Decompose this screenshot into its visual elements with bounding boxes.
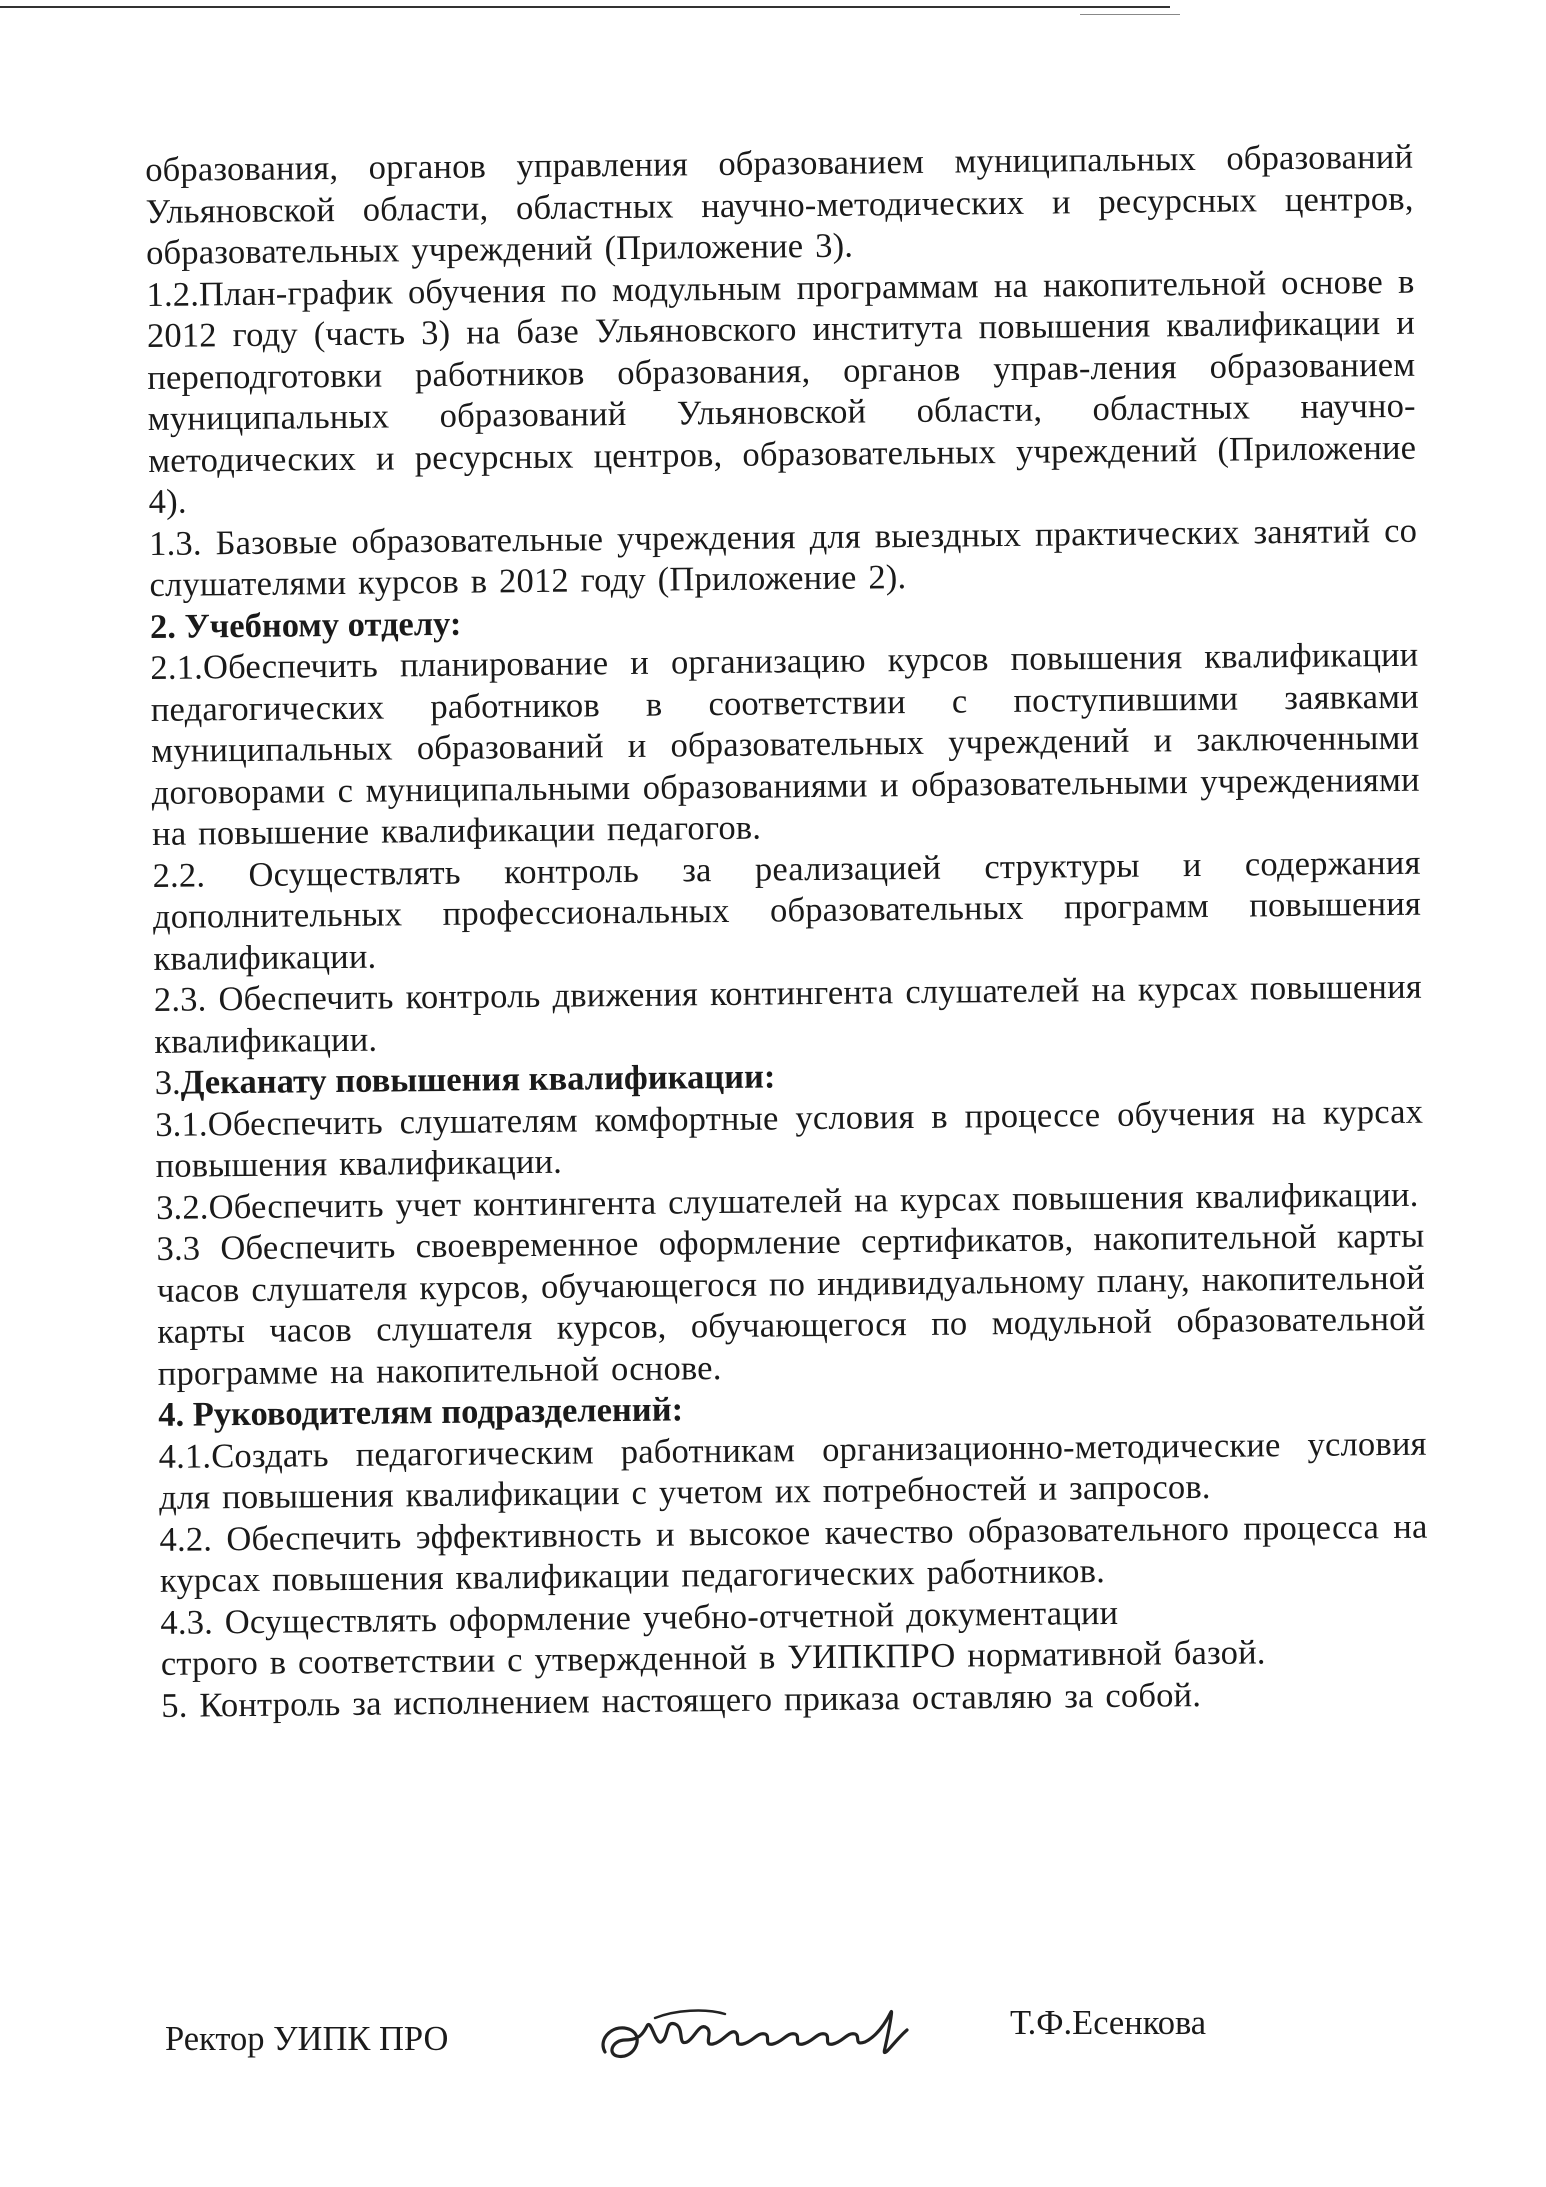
paragraph-4-1: 4.1.Создать педагогическим работникам организационно-методические условия для повышения квалификации с учетом их потребностей и запросов. [158,1424,1427,1517]
paragraph-2-2: 2.2. Осуществлять контроль за реализацией структуры и содержания дополнительных профессиональных образовательных программ повышения квалификации. [152,843,1422,978]
paragraph-4-2: 4.2. Обеспечить эффективность и высокое качество образовательного процесса на курсах повышения квалификации педагогических работников. [159,1507,1428,1600]
paragraph-3-1: 3.1.Обеспечить слушателям комфортные условия в процессе обучения на курсах повышения квалификации. [155,1092,1424,1185]
heading-section-3-number: 3. [154,1063,181,1102]
paragraph-4-3-line2: строго в соответствии с утвержденной в УИПКПРО нормативной базой. [160,1633,1266,1683]
document-body [145,137,1429,1727]
paragraph-1-3: 1.3. Базовые образовательные учреждения для выездных практических занятий со слушателями курсов в 2012 году (Приложение 2). [148,511,1418,604]
paragraph-4-3-line1: 4.3. Осуществлять оформление учебно-отчетной документации [160,1593,1119,1642]
signature-block [165,2000,1295,2100]
top-rule-secondary [1080,14,1180,15]
heading-section-3-text: Деканату повышения квалификации: [180,1057,776,1102]
paragraph-1-2: 1.2.План-график обучения по модульным программам на накопительной основе в 2012 году (часть 3) на базе Ульяновского института повышения квалификации и переподготовки работников образования, органов управ-ления образованием муниципальных образований Ульяновской области, областных научно-методических и ресурсных центров, образовательных учреждений (Приложение 4). [146,262,1417,521]
paragraph-5: 5. Контроль за исполнением настоящего приказа оставляю за собой. [161,1675,1202,1725]
paragraph-3-2: 3.2.Обеспечить учет контингента слушателей на курсах повышения квалификации. [155,1175,1419,1227]
paragraph-3-3: 3.3 Обеспечить своевременное оформление сертификатов, накопительной карты часов слушателя курсов, обучающегося по индивидуальному плану, накопительной карты часов слушателя курсов, обучающегося по модульной образовательной программе на накопительной основе. [156,1216,1426,1393]
heading-section-4: 4. Руководителям подразделений: [158,1390,684,1434]
heading-section-2: 2. Учебному отделу: [149,604,462,646]
handwritten-signature-icon [595,2000,955,2080]
signatory-title: Ректор УИПК ПРО [165,2020,449,2058]
paragraph-continued: образования, органов управления образованием муниципальных образований Ульяновской области, областных научно-методических и ресурсных центров, образовательных учреждений (Приложение 3). [145,137,1414,272]
paragraph-2-3: 2.3. Обеспечить контроль движения контингента слушателей на курсах повышения квалификации. [153,967,1423,1061]
top-rule [0,6,1170,8]
paragraph-2-1: 2.1.Обеспечить планирование и организацию курсов повышения квалификации педагогических работников в соответствии с поступившими заявками муниципальных образований и образовательных учреждений и заключенными договорами с муниципальными образованиями и образовательными учреждениями на повышение квалификации педагогов. [150,635,1420,853]
signatory-name: Т.Ф.Есенкова [1010,2004,1207,2042]
